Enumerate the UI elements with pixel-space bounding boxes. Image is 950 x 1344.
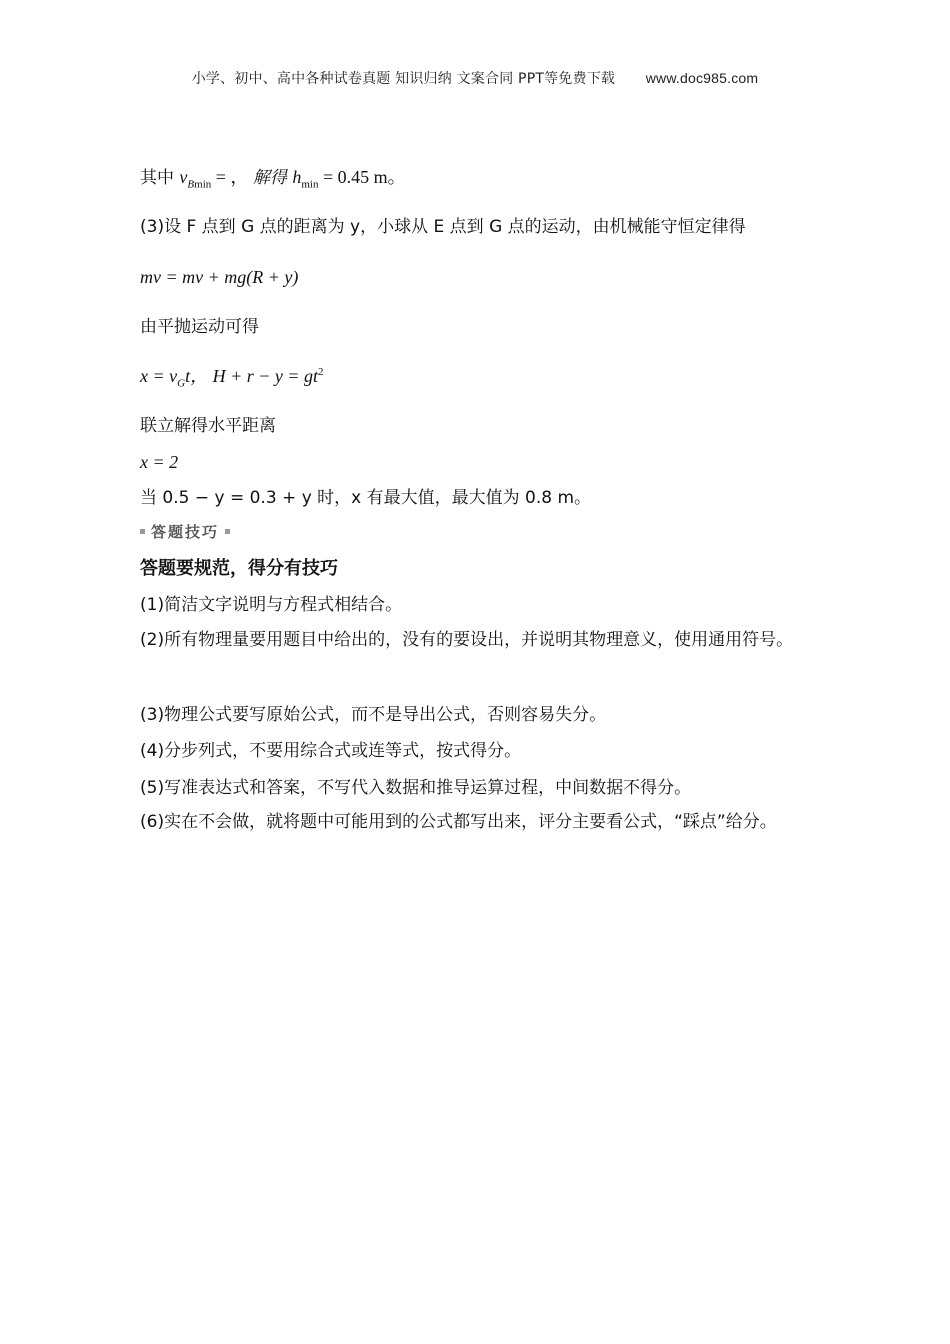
equation-energy bbox=[140, 266, 820, 288]
text-segment: 解得 bbox=[252, 168, 293, 188]
section-label-text: 答题技巧 bbox=[151, 523, 220, 541]
tip-1: (1)简洁文字说明与方程式相结合。 bbox=[140, 595, 403, 615]
equation-projectile bbox=[140, 365, 820, 390]
page-header bbox=[0, 68, 950, 88]
square-bullet-icon bbox=[225, 529, 230, 534]
tip-4: (4)分步列式，不要用综合式或连等式，按式得分。 bbox=[140, 741, 522, 761]
math-symbol: h bbox=[292, 167, 302, 187]
math-symbol: v bbox=[179, 167, 188, 187]
section-label bbox=[140, 521, 230, 542]
equation-text: mv = mv + mg(R + y) bbox=[140, 267, 299, 287]
tips-title: 答题要规范，得分有技巧 bbox=[140, 558, 338, 579]
tip-6: (6)实在不会做，就将题中可能用到的公式都写出来，评分主要看公式，“踩点”给分。 bbox=[140, 812, 777, 832]
math-text: = ， bbox=[211, 167, 253, 187]
math-superscript: 2 bbox=[318, 366, 324, 378]
solution-line-1 bbox=[140, 166, 820, 189]
tip-5: (5)写准表达式和答案，不写代入数据和推导运算过程，中间数据不得分。 bbox=[140, 778, 692, 798]
solution-line-6: 联立解得水平距离 bbox=[140, 416, 276, 436]
header-text: 小学、初中、高中各种试卷真题 知识归纳 文案合同 PPT等免费下载 bbox=[191, 71, 616, 87]
equation-text: t， H + r − y = gt bbox=[185, 366, 319, 386]
equation-result bbox=[140, 451, 820, 473]
math-subscript: min bbox=[194, 178, 212, 191]
math-subscript: G bbox=[177, 377, 186, 390]
text-segment: 其中 bbox=[140, 168, 180, 188]
math-text: = 0.45 m。 bbox=[318, 167, 406, 187]
header-site-link[interactable]: www.doc985.com bbox=[645, 70, 759, 86]
solution-line-8: 当 0.5 − y = 0.3 + y 时，x 有最大值，最大值为 0.8 m。 bbox=[140, 488, 592, 508]
tip-3: (3)物理公式要写原始公式，而不是导出公式，否则容易失分。 bbox=[140, 705, 607, 725]
math-subscript: min bbox=[301, 178, 319, 191]
equation-text: x = v bbox=[140, 366, 178, 386]
solution-line-4: 由平抛运动可得 bbox=[140, 317, 259, 337]
tip-2: (2)所有物理量要用题目中给出的，没有的要设出，并说明其物理意义，使用通用符号。 bbox=[140, 630, 794, 650]
equation-text: x = 2 bbox=[140, 452, 179, 472]
square-bullet-icon bbox=[140, 529, 145, 534]
math-subscript: B bbox=[187, 178, 195, 191]
solution-line-2: (3)设 F 点到 G 点的距离为 y，小球从 E 点到 G 点的运动，由机械能守恒定律得 bbox=[140, 217, 746, 237]
